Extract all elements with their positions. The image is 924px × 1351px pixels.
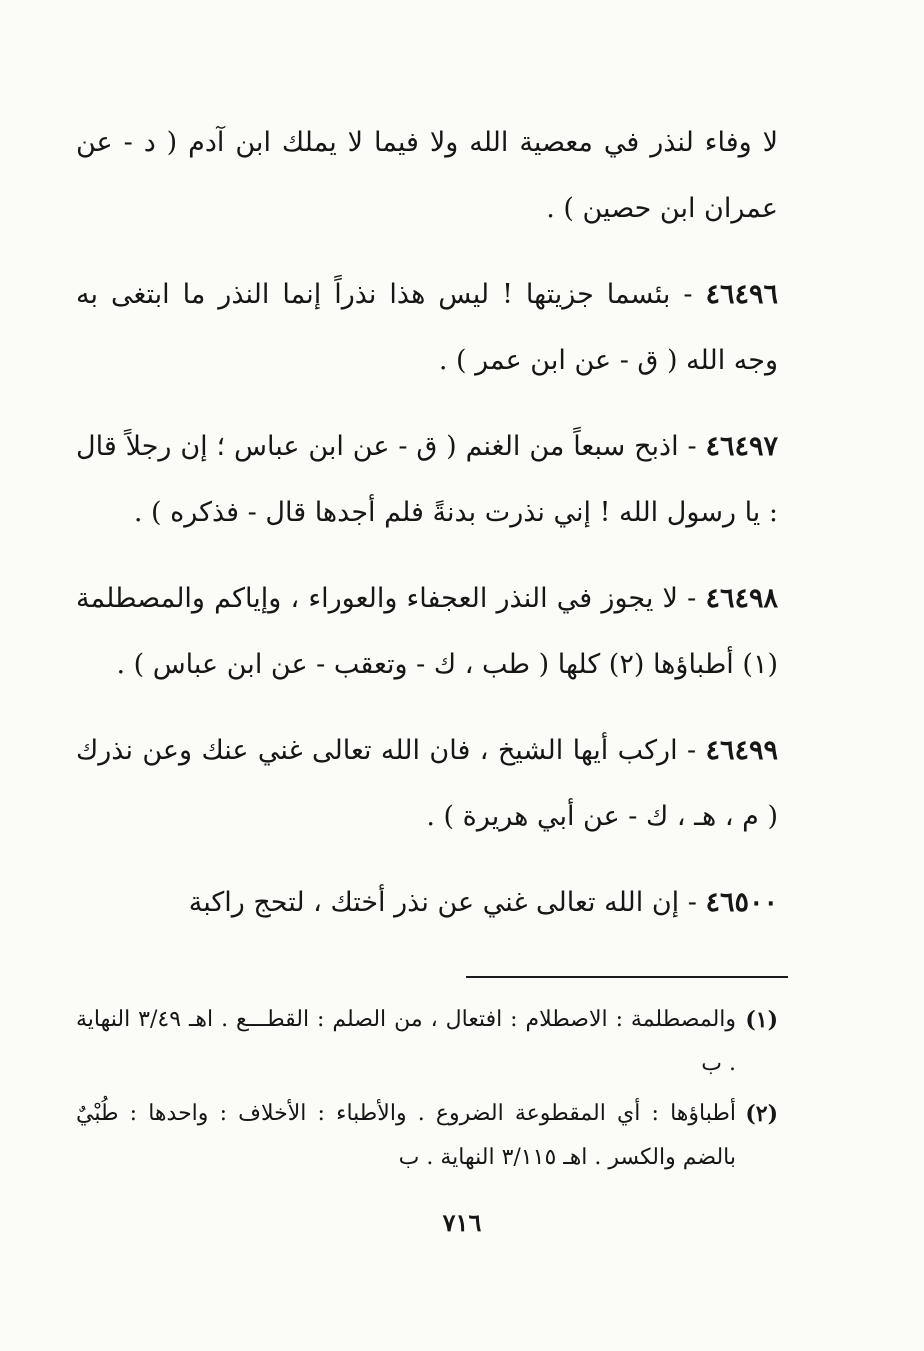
footnote-mark: (٢) — [745, 1101, 778, 1127]
footnote-text: أطباؤها : أي المقطوعة الضروع . والأطباء : الأخلاف : واحدها : طُبْيٌ بالضم والكسر . اهـ ٣/١١٥ النهاية . ب — [76, 1101, 736, 1170]
hadith-text: لا وفاء لنذر في معصية الله ولا فيما لا يملك ابن آدم ( د - عن عمران ابن حصين ) . — [76, 127, 778, 224]
hadith-text: - اركب أيها الشيخ ، فان الله تعالى غني عنك وعن نذرك ( م ، هـ ، ك - عن أبي هريرة ) . — [76, 735, 778, 832]
footnote — [76, 998, 778, 1086]
hadith-text: - بئسما جزيتها ! ليس هذا نذراً إنما النذر ما ابتغى به وجه الله ( ق - عن ابن عمر ) . — [76, 279, 778, 376]
hadith-number: ٤٦٥٠٠ — [705, 887, 778, 918]
footnote-text: والمصطلمة : الاصطلام : افتعال ، من الصلم : القطـــع . اهـ ٣/٤٩ النهاية . ب — [76, 1007, 737, 1076]
footnote-divider — [466, 976, 788, 978]
hadith-number: ٤٦٤٩٩ — [705, 735, 778, 766]
hadith-paragraph — [76, 566, 778, 698]
hadith-paragraph — [76, 414, 778, 546]
hadith-number: ٤٦٤٩٧ — [705, 431, 778, 462]
footnote — [76, 1092, 778, 1180]
main-text — [76, 110, 778, 956]
hadith-paragraph — [76, 262, 778, 394]
footnotes — [76, 998, 778, 1186]
hadith-text: - لا يجوز في النذر العجفاء والعوراء ، وإياكم والمصطلمة (١) أطباؤها (٢) كلها ( طب ، ك - وتعقب - عن ابن عباس ) . — [76, 583, 778, 680]
hadith-paragraph — [76, 110, 778, 242]
page-number: ٧١٦ — [442, 1208, 482, 1237]
hadith-number: ٤٦٤٩٨ — [705, 583, 778, 614]
footnote-mark: (١) — [745, 1007, 778, 1033]
hadith-text: - اذبح سبعاً من الغنم ( ق - عن ابن عباس ؛ إن رجلاً قال : يا رسول الله ! إني نذرت بدنةً فلم أجدها قال - فذكره ) . — [76, 431, 778, 528]
hadith-paragraph — [76, 870, 778, 936]
hadith-paragraph — [76, 718, 778, 850]
hadith-number: ٤٦٤٩٦ — [705, 279, 778, 310]
hadith-text: - إن الله تعالى غني عن نذر أختك ، لتحج راكبة — [188, 887, 697, 918]
